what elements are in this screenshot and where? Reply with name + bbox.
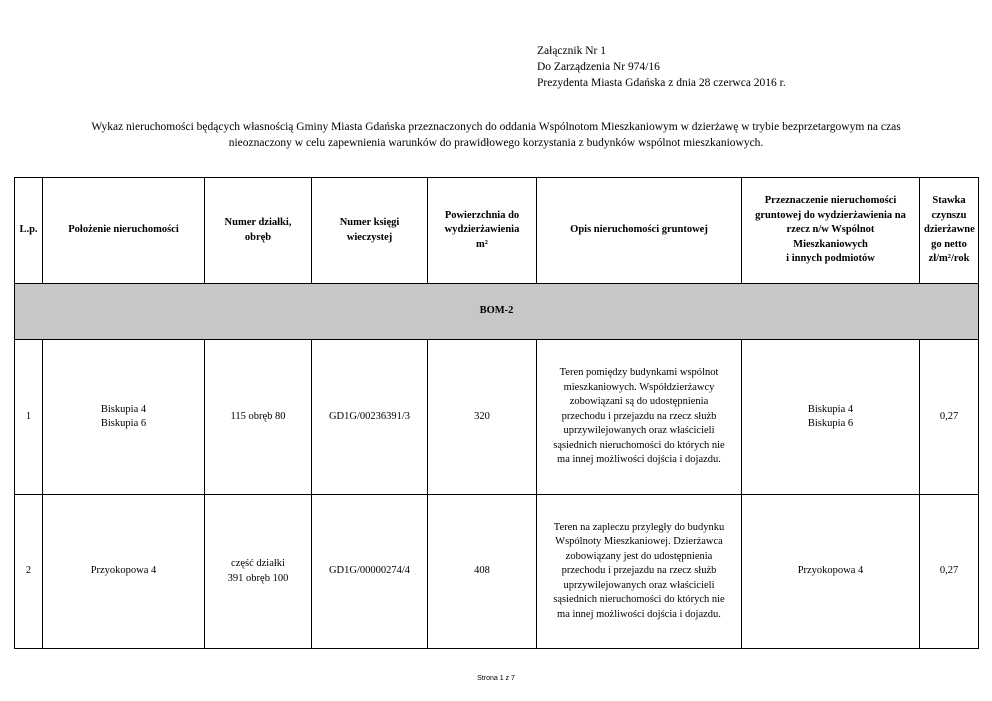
column-header-location: Położenie nieruchomości bbox=[43, 178, 205, 284]
column-header-parcel: Numer działki, obręb bbox=[205, 178, 312, 284]
ordinance-issuer-date: Prezydenta Miasta Gdańska z dnia 28 czerwca 2016 r. bbox=[537, 77, 786, 89]
cell-rate: 0,27 bbox=[920, 495, 979, 649]
cell-area: 320 bbox=[428, 340, 537, 495]
column-header-land-register: Numer księgi wieczystej bbox=[312, 178, 428, 284]
table-row bbox=[15, 495, 979, 649]
cell-lp: 1 bbox=[15, 340, 43, 495]
column-header-area: Powierzchnia do wydzierżawienia m² bbox=[428, 178, 537, 284]
cell-land-register: GD1G/00236391/3 bbox=[312, 340, 428, 495]
cell-land-register: GD1G/00000274/4 bbox=[312, 495, 428, 649]
cell-area: 408 bbox=[428, 495, 537, 649]
cell-description: Teren pomiędzy budynkami wspólnot mieszkaniowych. Współdzierżawcy zobowiązani są do udostępnienia przechodu i przejazdu na rzecz służb uprzywilejowanych oraz właścicieli sąsiednich nieruchomości do których nie ma innej możliwości dojścia i dojazdu. bbox=[537, 340, 742, 495]
cell-lp: 2 bbox=[15, 495, 43, 649]
document-title bbox=[20, 119, 972, 151]
cell-purpose: Przyokopowa 4 bbox=[742, 495, 920, 649]
cell-location: Przyokopowa 4 bbox=[43, 495, 205, 649]
section-row bbox=[15, 284, 979, 340]
section-label: BOM-2 bbox=[15, 284, 979, 340]
table-header-row bbox=[15, 178, 979, 284]
document-title-line-2: nieoznaczony w celu zapewnienia warunków do prawidłowego korzystania z budynków wspólnot mieszkaniowych. bbox=[228, 137, 764, 149]
table-row bbox=[15, 340, 979, 495]
document-title-line-1: Wykaz nieruchomości będących własnością Gminy Miasta Gdańska przeznaczonych do oddania Wspólnotom Mieszkaniowym w dzierżawę w trybie bezprzetargowym na czas bbox=[91, 121, 901, 133]
column-header-rate: Stawka czynszu dzierżawne go netto zł/m²/rok bbox=[920, 178, 979, 284]
cell-rate: 0,27 bbox=[920, 340, 979, 495]
column-header-lp: L.p. bbox=[15, 178, 43, 284]
attachment-number: Załącznik Nr 1 bbox=[537, 45, 606, 57]
ordinance-reference: Do Zarządzenia Nr 974/16 bbox=[537, 61, 660, 73]
cell-parcel: 115 obręb 80 bbox=[205, 340, 312, 495]
cell-location: Biskupia 4 Biskupia 6 bbox=[43, 340, 205, 495]
cell-parcel: część działki 391 obręb 100 bbox=[205, 495, 312, 649]
column-header-description: Opis nieruchomości gruntowej bbox=[537, 178, 742, 284]
property-table bbox=[14, 177, 979, 649]
column-header-purpose: Przeznaczenie nieruchomości gruntowej do wydzierżawienia na rzecz n/w Wspólnot Mieszkaniowych i innych podmiotów bbox=[742, 178, 920, 284]
cell-purpose: Biskupia 4 Biskupia 6 bbox=[742, 340, 920, 495]
page-number: Strona 1 z 7 bbox=[477, 675, 515, 682]
attachment-header bbox=[537, 43, 786, 91]
cell-description: Teren na zapleczu przyległy do budynku Wspólnoty Mieszkaniowej. Dzierżawca zobowiązany jest do udostępnienia przechodu i przejazdu na rzecz służb uprzywilejowanych oraz właścicieli sąsiednich nieruchomości do których nie ma innej możliwości dojścia i dojazdu. bbox=[537, 495, 742, 649]
